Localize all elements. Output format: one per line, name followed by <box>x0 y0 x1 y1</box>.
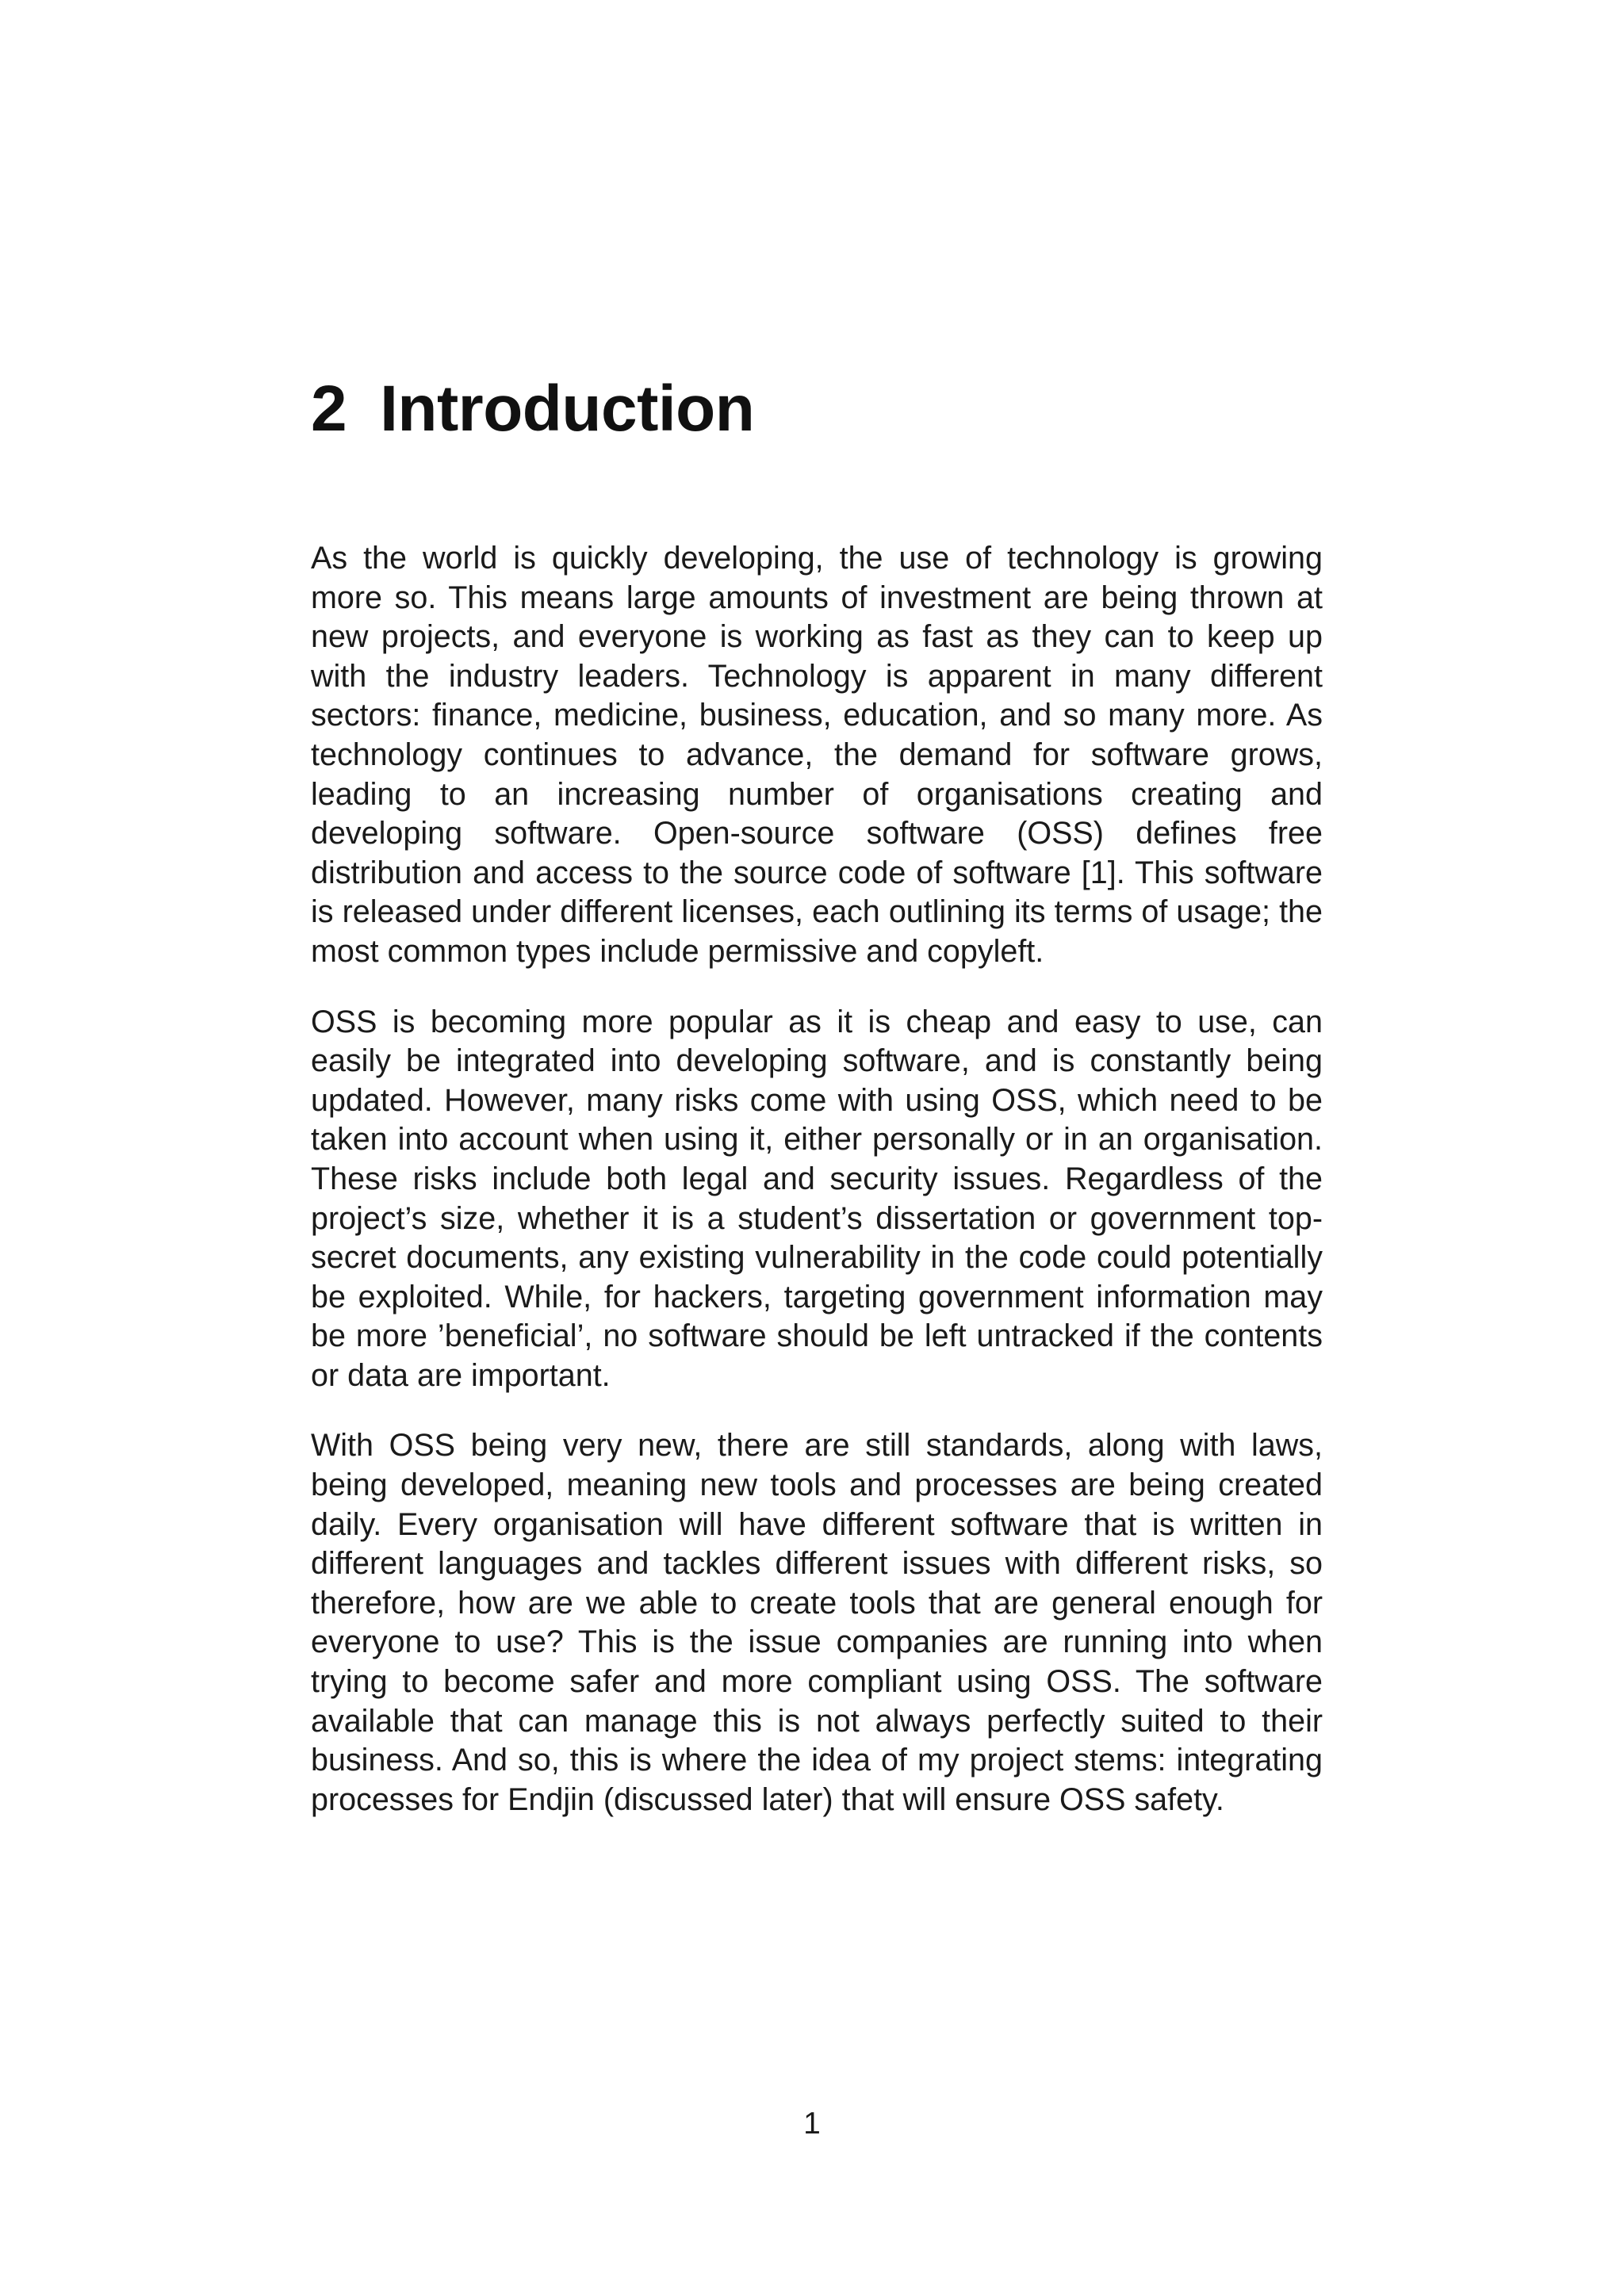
chapter-heading <box>311 369 754 449</box>
chapter-title: Introduction <box>380 373 755 445</box>
chapter-number: 2 <box>311 373 347 445</box>
page-number: 1 <box>803 2107 821 2141</box>
paragraph-3: With OSS being very new, there are still standards, along with laws, being developed, meaning new tools and processes are being created daily. Every organisation will have different software that is written in different languages and tackles different issues with different risks, so therefore, how are we able to create tools that are general enough for everyone to use? This is the issue companies are running into when trying to become safer and more compliant using OSS. The software available that can manage this is not always perfectly suited to their business. And so, this is where the idea of my project stems: integrating processes for Endjin (discussed later) that will ensure OSS safety. <box>311 1428 1323 1817</box>
paragraph-1: As the world is quickly developing, the use of technology is growing more so. This means large amounts of investment are being thrown at new projects, and everyone is working as fast as they can to keep up with the industry leaders. Technology is apparent in many different sectors: finance, medicine, business, education, and so many more. As technology continues to advance, the demand for software grows, leading to an increasing number of organisations creating and developing software. Open-source software (OSS) defines free distribution and access to the source code of software [1]. This software is released under different licenses, each outlining its terms of usage; the most common types include permissive and copyleft. <box>311 541 1323 969</box>
body-text <box>311 539 1323 1850</box>
paragraph-2: OSS is becoming more popular as it is cheap and easy to use, can easily be integrated into developing software, and is constantly being updated. However, many risks come with using OSS, which need to be taken into account when using it, either personally or in an organisation. These risks include both legal and security issues. Regardless of the project’s size, whether it is a student’s dissertation or government top-secret documents, any existing vulnerability in the code could potentially be exploited. While, for hackers, targeting government information may be more ’beneficial’, no software should be left untracked if the contents or data are important. <box>311 1004 1323 1393</box>
